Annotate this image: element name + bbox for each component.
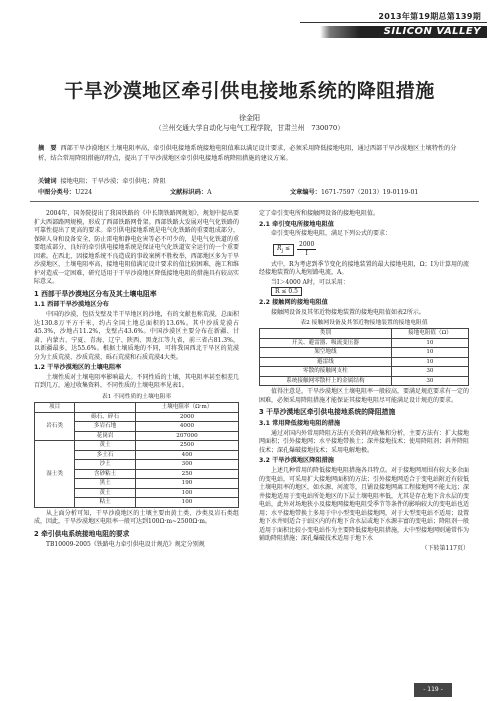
table-cell: 2500 <box>135 441 238 451</box>
table-cell: 4000 <box>135 422 238 432</box>
table-row <box>35 441 239 451</box>
table-cell: 湿土类 <box>35 441 75 508</box>
table-cell: 250 <box>135 469 238 479</box>
article-title: 干旱沙漠地区牵引供电接地系统的降阻措施 <box>64 80 435 102</box>
table-cell: 400 <box>135 450 238 460</box>
table2-header: 类别 <box>260 329 392 339</box>
table1-caption: 表1 不同性质的土壤电阻率 <box>101 394 172 400</box>
keywords <box>38 178 166 187</box>
table-cell: 2000 <box>135 412 238 422</box>
subsection-heading: 2.2 接触网的接地电阻值 <box>259 298 328 306</box>
paragraph: 式中，R为考虑到季节变化的接地装置的最大接地电阻，Ω；I为计算用的流经接地装置的入地短路电流，A。 <box>259 260 469 277</box>
section-heading: 3 干旱沙漠地区牵引供电接地系统的降阻措施 <box>259 408 396 417</box>
table2-header: 接地电阻值（Ω） <box>391 329 468 339</box>
table-row <box>260 338 469 348</box>
table-cell: 多岩石地 <box>75 422 136 432</box>
formula-denominator: I <box>305 250 308 258</box>
article-no-label: 文章编号： <box>290 189 321 196</box>
table-cell: 砾石、碎石 <box>75 412 136 422</box>
table-cell: 沙土 <box>75 460 136 470</box>
author: 徐金阳 <box>239 114 260 122</box>
formula-2-text: R ≤ 0.5 <box>271 287 302 296</box>
formula-numerator: 2000 <box>297 241 316 251</box>
table-cell: 避雷线 <box>260 357 392 367</box>
paragraph: 值得注意是，干旱沙漠地区土壤电阻率一般较高，要满足规范要求有一定的困难，必须采用降阻措施才能保证其接地电阻尽可能满足设计规范的要求。 <box>259 388 470 404</box>
table1-header: 项目 <box>35 403 75 413</box>
continued-note: （下转第117页） <box>421 544 469 552</box>
subsection-heading: 2.1 牵引变电所接地电阻值 <box>259 220 334 228</box>
document-code <box>170 189 212 198</box>
table2 <box>259 328 469 386</box>
table-cell: 架空地线 <box>260 348 392 358</box>
brand-logo-text: SILICON VALLEY <box>383 26 481 37</box>
table-row <box>260 357 469 367</box>
table-cell: 30 <box>391 376 468 386</box>
paragraph: 上述几种常用的降低接地电阻措施各具特点。对于接地网周围有较大多余面的变电站，可采用扩大接地网面积的方法；引外接地网适合于变电站附近有较低土壤电阻率的地区，如水源、河流等，且铺设接地网离工程接地网不能太远；深井接地适用于变电站所处地区的下层土壤电阻率低，尤其是存在地下含水层的变电站，此外对场地狭小及接地网接地电阻受季节等条件的影响较大的变电站也适用；水平接地带换土多用于中小型变电站接地网，对于大型变电站不适用；设置地下水井则适合于站区内的有地下含水层或地下水源丰富的变电站；降阻剂一般适用于面积比较小变电站作为主要降低接地电阻措施，大中型接地网则通常作为辅助降阻措施；深孔爆破技术适用于地下水 <box>259 467 470 543</box>
table-cell: 系统接触网零散杆上的金属结构 <box>260 376 392 386</box>
header-rule <box>300 22 487 23</box>
table-cell: 10 <box>391 338 468 348</box>
paragraph: 2004年，国务院提出了我国铁路的《中长期铁路网规划》，规划中提出要扩大西部路网规模，形成了西部铁路网骨架。西部铁路大发展对电气化铁路的可靠性提出了更高的要求。牵引供电接地系统是电气化铁路的重要组成部分，保障人身和设备安全，防止雷电和静电危害等必不可少的，是电气化铁道的重要组成部分，良好的牵引供电接地系统是保证电气化铁道安全运行的一个重要因素。在西北，因接地系统不良造成的事故案例不胜枚举，西部地区多为干旱沙漠地区，土壤电阻率高，接地电阻值满足设计要求的值比较困难，施工和维护对造成一定困难，研究适用于干旱沙漠地区降低接地电阻的措施具有较高实际意义。 <box>34 210 239 286</box>
clc-value: U224 <box>75 189 93 196</box>
clc-number <box>38 189 92 198</box>
table-cell: 黄土 <box>75 488 136 498</box>
right-column <box>259 210 469 553</box>
table-cell: 10 <box>391 357 468 367</box>
abstract-label: 摘 要 <box>38 145 57 152</box>
paragraph: 土壤性质对土壤电阻率影响最大。不同性质的土壤，其电阻率甚至相差几百到几万，通过收集资料，不同性质的土壤电阻率见表1。 <box>34 373 239 390</box>
keywords-label: 关键词 <box>38 178 57 185</box>
table-cell: 10 <box>391 348 468 358</box>
doc-code-label: 文献标识码： <box>170 189 208 196</box>
table-cell: 黄土 <box>75 441 136 451</box>
subsection-heading: 1.2 干旱沙漠地区的土壤电阻率 <box>34 364 122 372</box>
page-number-tag: - 119 - <box>414 683 452 697</box>
paragraph: TB10009-2005《铁路电力牵引供电设计规范》规定分别规 <box>46 541 205 549</box>
subsection-heading: 3.2 干旱沙漠地区降阻措施 <box>259 457 334 465</box>
clc-label: 中图分类号： <box>38 189 76 196</box>
paragraph: 当I＞4000 A时，可以采用： <box>271 278 349 286</box>
affiliation: （兰州交通大学自动化与电气工程学院，甘肃兰州 730070） <box>154 124 345 132</box>
keywords-text: 接地电阻；干旱沙漠；牵引供电；降阻 <box>60 178 166 185</box>
doc-code-value: A <box>207 189 212 196</box>
table-cell: 300 <box>135 460 238 470</box>
header-separator <box>30 201 479 202</box>
paragraph: 通过对国内外常用降阻方法有关资料的收集和分析，主要方法有：扩大接地网面积；引外接地网；水平接地带换土；深井接地技术；使用降阻剂；斜井降阻技术；深孔爆破接地技术；采用电解地极。 <box>259 429 470 454</box>
table1-header: 土壤电阻率（Ω·m） <box>135 403 238 413</box>
formula-box <box>273 244 294 256</box>
table-cell: 207000 <box>135 431 238 441</box>
paragraph: 中国的沙漠，包括戈壁及半干旱地区的沙地，有的文献也称荒漠，总面积达130.8万平方千米，约占全国土地总面积的13.6%。其中沙质荒漠占45.3%，沙地占11.2%，戈壁占43.6%。中国沙漠区主要分布在新疆、甘肃、内蒙古、宁夏、青海、辽宁、陕西、黑龙江等九省，前三省占81.3%，以新疆最多，达55.6%。根据土壤质地的不同，可将我国西北干旱区的荒漠分为土质荒漠、沙质荒漠、砾石荒漠和石质荒漠4大类。 <box>34 311 239 361</box>
table-cell: 黑土 <box>75 479 136 489</box>
table-row <box>260 348 469 358</box>
subsection-heading: 1.1 西部干旱沙漠地区分布 <box>34 301 109 309</box>
table1 <box>34 402 239 508</box>
left-column <box>34 210 239 551</box>
article-no-value: 1671-7597（2013）19-0119-01 <box>320 189 419 196</box>
table-cell: 粘土 <box>75 498 136 508</box>
table2-caption: 表2 接触网设备及其邻近物接地装置的接地电阻值 <box>300 320 428 327</box>
formula-1 <box>259 241 469 259</box>
formula-lhs: R <box>277 244 282 252</box>
paragraph: 牵引变电所接地电阻，满足下列公式的要求： <box>271 230 392 238</box>
table-cell: 100 <box>135 488 238 498</box>
abstract-text: 西部干旱沙漠地区土壤电阻率高，牵引供电接地系统接地电阻值难以满足设计要求，必须采用降低接地电阻，通过西部干旱沙漠地区土壤特性的分析，结合常用降阻措施的特点，提出了干旱沙漠地区牵引供电接地系统降阻措施的建议方案。 <box>38 145 457 162</box>
formula-fraction <box>297 241 316 259</box>
brand-bar <box>320 26 487 38</box>
paragraph: 定了牵引变电所和接触网设备的接地电阻值。 <box>259 210 380 217</box>
paragraph: 从上面分析可知，干旱沙漠地区的土壤主要由黄土类、沙类及岩石类组成，因此，干旱沙漠地区电阻率一般可达到100Ω·m~2500Ω·m。 <box>34 509 239 526</box>
table-cell: 100 <box>135 498 238 508</box>
formula-sub: j <box>281 247 284 254</box>
section-heading: 1 西部干旱沙漠地区分布及其土壤电阻率 <box>34 289 157 298</box>
formula-2 <box>259 288 469 297</box>
issue-label: 2013年第19期总第139期 <box>378 12 481 21</box>
table-cell: 含砂粘土 <box>75 469 136 479</box>
abstract <box>38 144 467 163</box>
table-cell: 190 <box>135 479 238 489</box>
table-cell: 30 <box>391 367 468 377</box>
table-row <box>260 367 469 377</box>
formula-op: ≤ <box>285 244 291 252</box>
table-row <box>260 376 469 386</box>
article-number <box>290 189 418 198</box>
table-cell: 花岗岩 <box>75 431 136 441</box>
table1-header <box>75 403 136 413</box>
table-cell: 多土石 <box>75 450 136 460</box>
table-cell: 开关、避雷器、吸流变压器 <box>260 338 392 348</box>
paragraph: 接触网设备及其邻近物接地装置的接地电阻值如表2所示。 <box>271 308 425 316</box>
subsection-heading: 3.1 常用降低接地电阻的措施 <box>259 420 341 428</box>
table-cell: 岩石类 <box>35 412 75 441</box>
section-heading: 2 牵引供电系统接地电阻的要求 <box>34 529 130 538</box>
table-cell: 零散的接触网支柱 <box>260 367 392 377</box>
table-row <box>35 412 239 422</box>
